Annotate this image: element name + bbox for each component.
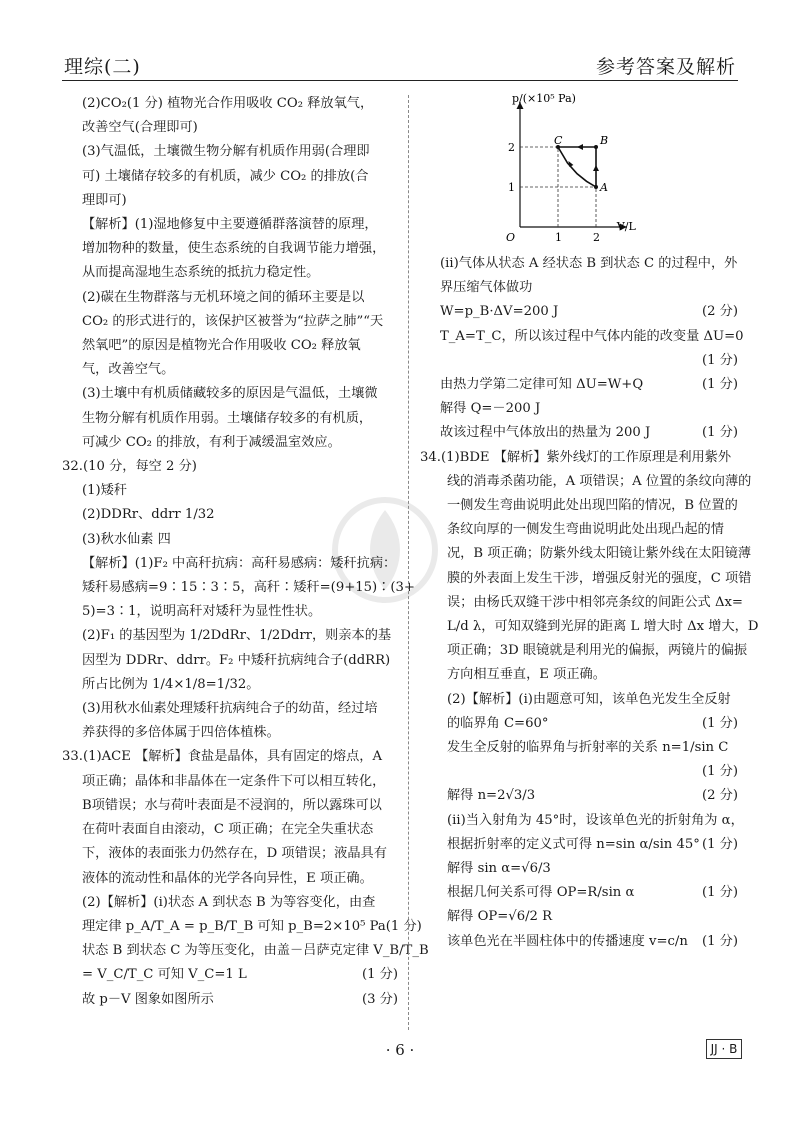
arrow-ca bbox=[568, 161, 573, 167]
line-text: 5)=3∶1，说明高秆对矮秆为显性性状。 bbox=[82, 604, 322, 620]
text-line bbox=[62, 794, 398, 818]
line-text: 一侧发生弯曲说明此处出现凹陷的情况，B 位置的 bbox=[447, 498, 738, 514]
text-line bbox=[62, 576, 415, 600]
line-text: (2)【解析】(ⅰ)由题意可知，该单色光发生全反射 bbox=[447, 691, 731, 707]
line-text: 增加物种的数量，使生态系统的自我调节能力增强， bbox=[82, 241, 386, 257]
line-text: (2)CO₂(1 分) 植物光合作用吸收 CO₂ 释放氧气， bbox=[82, 96, 374, 111]
line-text: 状态 B 到状态 C 为等压变化，由盖－吕萨克定律 V_B/T_B bbox=[82, 943, 429, 959]
line-text: 32.(10 分，每空 2 分) bbox=[62, 459, 197, 475]
line-text: = V_C/T_C 可知 V_C=1 L bbox=[82, 967, 247, 983]
text-line bbox=[420, 591, 743, 615]
line-text: 故该过程中气体放出的热量为 200 J bbox=[440, 425, 651, 441]
x-tick-label: 1 bbox=[555, 231, 562, 244]
pv-diagram bbox=[480, 92, 680, 252]
text-line bbox=[62, 649, 398, 673]
text-line bbox=[420, 905, 738, 929]
line-text: 从而提高湿地生态系统的抵抗力稳定性。 bbox=[82, 265, 320, 281]
text-line bbox=[62, 624, 398, 648]
state-point bbox=[594, 185, 598, 189]
line-text: 解得 n=2√3/3 bbox=[447, 788, 536, 804]
page-number: · 6 · bbox=[385, 1041, 415, 1059]
score-label: (3 分) bbox=[361, 991, 398, 1007]
text-line bbox=[62, 988, 398, 1012]
point-label: B bbox=[600, 134, 609, 147]
text-line bbox=[62, 92, 398, 116]
score-label: (1 分) bbox=[385, 918, 422, 934]
line-text: 误；由杨氏双缝干涉中相邻亮条纹的间距公式 Δx= bbox=[447, 594, 743, 610]
line-text: 根据折射率的定义式可得 n=sin α/sin 45° bbox=[447, 836, 700, 852]
line-text: 故 p－V 图象如图所示 bbox=[82, 991, 214, 1007]
line-text: (2)【解析】(ⅰ)状态 A 到状态 B 为等容变化，由查 bbox=[82, 894, 376, 910]
line-text: 因型为 DDRr、ddrr。F₂ 中矮秆抗病纯合子(ddRR) bbox=[82, 652, 391, 668]
line-text: (3)秋水仙素 四 bbox=[82, 531, 171, 547]
line-text: 理即可) bbox=[82, 192, 127, 208]
line-text: (3)用秋水仙素处理矮秆抗病纯合子的幼苗，经过培 bbox=[82, 701, 378, 717]
series-path bbox=[558, 147, 596, 187]
line-text: 改善空气(合理即可) bbox=[82, 120, 198, 136]
text-line bbox=[420, 518, 738, 542]
text-line bbox=[62, 503, 398, 527]
text-line bbox=[62, 552, 398, 576]
score-label: (2 分) bbox=[701, 304, 738, 320]
text-line bbox=[420, 688, 738, 712]
line-text: B项错误；水与荷叶表面是不浸润的，所以露珠可以 bbox=[82, 797, 382, 813]
line-text: W=p_B·ΔV=200 J bbox=[440, 304, 559, 320]
text-line bbox=[62, 237, 398, 261]
text-line bbox=[62, 165, 398, 189]
text-line bbox=[62, 431, 398, 455]
score-label: (1 分) bbox=[701, 352, 738, 368]
arrow-ab bbox=[593, 165, 599, 171]
line-text: (2)F₁ 的基因型为 1/2DdRr、1/2Ddrr，则亲本的基 bbox=[82, 628, 392, 644]
line-text: 况，B 项正确；防紫外线太阳镜让紫外线在太阳镜薄 bbox=[447, 546, 752, 562]
line-text: 液体的流动性和晶体的光学各向异性，E 项正确。 bbox=[82, 870, 373, 886]
line-text: (3)气温低，土壤微生物分解有机质作用弱(合理即 bbox=[82, 144, 370, 160]
text-line bbox=[62, 891, 398, 915]
line-text: 矮秆易感病=9∶15∶3∶5，高秆∶矮秆=(9+15)∶(3+ bbox=[82, 580, 415, 596]
line-text: 生物分解有机质作用弱。土壤储存较多的有机质， bbox=[82, 410, 373, 426]
text-line bbox=[62, 407, 398, 431]
text-line bbox=[62, 140, 398, 164]
line-text: 根据几何关系可得 OP=R/sin α bbox=[447, 885, 635, 901]
text-line bbox=[62, 697, 398, 721]
point-label: A bbox=[600, 181, 608, 194]
line-text: 【解析】(1)F₂ 中高秆抗病：高秆易感病：矮秆抗病： bbox=[82, 555, 397, 571]
text-line bbox=[420, 663, 738, 687]
text-line bbox=[62, 673, 398, 697]
line-text: (2)DDRr、ddrr 1/32 bbox=[82, 507, 215, 523]
text-line bbox=[420, 325, 744, 349]
text-line bbox=[420, 276, 738, 300]
line-text: (3)土壤中有机质储藏较多的原因是气温低，土壤微 bbox=[82, 386, 378, 402]
text-line bbox=[420, 857, 738, 881]
line-text: 项正确；晶体和非晶体在一定条件下可以相互转化， bbox=[82, 773, 386, 789]
text-line bbox=[420, 349, 738, 373]
line-text: (ⅱ)当入射角为 45°时，设该单色光的折射角为 α， bbox=[447, 812, 744, 828]
text-line bbox=[62, 189, 398, 213]
score-label: (1 分) bbox=[701, 715, 738, 731]
text-line bbox=[420, 881, 738, 905]
arrow-bc bbox=[577, 144, 583, 150]
text-line bbox=[62, 915, 422, 939]
right-column bbox=[420, 92, 759, 954]
line-text: 解得 OP=√6/2 R bbox=[447, 909, 553, 925]
text-line bbox=[420, 373, 738, 397]
y-tick-label: 2 bbox=[508, 141, 515, 154]
text-line bbox=[62, 334, 398, 358]
text-line bbox=[62, 358, 398, 382]
text-line bbox=[62, 116, 398, 140]
text-line bbox=[62, 286, 398, 310]
score-label: (1 分) bbox=[701, 836, 738, 852]
line-text: 所占比例为 1/4×1/8=1/32。 bbox=[82, 676, 260, 692]
line-text: 34.(1)BDE 【解析】紫外线灯的工作原理是利用紫外 bbox=[420, 449, 732, 465]
point-label: C bbox=[554, 134, 563, 147]
text-line bbox=[420, 712, 738, 736]
line-text: 界压缩气体做功 bbox=[440, 280, 533, 296]
state-point bbox=[594, 145, 598, 149]
subject-title: 理综(二) bbox=[64, 56, 141, 78]
text-line bbox=[62, 479, 398, 503]
score-label: (1 分) bbox=[361, 967, 398, 983]
score-label: (2 分) bbox=[701, 788, 738, 804]
text-line bbox=[62, 818, 398, 842]
text-line bbox=[62, 455, 398, 479]
page-header bbox=[62, 52, 738, 80]
y-tick-label: 1 bbox=[508, 181, 515, 194]
score-label: (1 分) bbox=[701, 885, 738, 901]
line-text: 【解析】(1)湿地修复中主要遵循群落演替的原理， bbox=[82, 217, 378, 233]
text-line bbox=[62, 867, 398, 891]
text-line bbox=[420, 615, 759, 639]
score-label: (1 分) bbox=[701, 764, 738, 780]
line-text: L/d λ，可知双缝到光屏的距离 L 增大时 Δx 增大，D bbox=[447, 619, 759, 635]
line-text: 方向相互垂直，E 项正确。 bbox=[447, 667, 606, 683]
line-text: 线的消毒杀菌功能，A 项错误；A 位置的条纹向薄的 bbox=[447, 473, 752, 489]
text-line bbox=[420, 252, 738, 276]
line-text: 理定律 p_A/T_A = p_B/T_B 可知 p_B=2×10⁵ Pa bbox=[82, 918, 386, 934]
line-text: 条纹向厚的一侧发生弯曲说明此处出现凸起的情 bbox=[447, 522, 724, 538]
text-line bbox=[62, 213, 398, 237]
text-line bbox=[420, 494, 738, 518]
text-line bbox=[420, 397, 738, 421]
line-text: 33.(1)ACE 【解析】食盐是晶体，具有固定的熔点，A bbox=[62, 749, 382, 765]
text-line bbox=[62, 528, 398, 552]
line-text: 然氧吧”的原因是植物光合作用吸收 CO₂ 释放氧 bbox=[82, 338, 361, 354]
score-label: (1 分) bbox=[701, 377, 738, 393]
text-line bbox=[62, 310, 398, 334]
text-line bbox=[420, 833, 738, 857]
line-text: T_A=T_C，所以该过程中气体内能的改变量 ΔU=0 bbox=[440, 328, 744, 344]
text-line bbox=[420, 930, 738, 954]
text-line bbox=[420, 784, 738, 808]
line-text: 项正确；3D 眼镜就是利用光的偏振，两镜片的偏振 bbox=[447, 643, 748, 659]
column-divider bbox=[408, 95, 409, 1030]
line-text: 养获得的多倍体属于四倍体植株。 bbox=[82, 725, 280, 741]
text-line bbox=[420, 736, 738, 760]
line-text: 解得 Q=－200 J bbox=[440, 401, 541, 417]
text-line bbox=[420, 809, 744, 833]
text-line bbox=[420, 446, 738, 470]
line-text: 气，改善空气。 bbox=[82, 362, 175, 378]
line-text: (1)矮秆 bbox=[82, 483, 128, 499]
paper-code: JJ · B bbox=[706, 1039, 742, 1059]
score-label: (1 分) bbox=[701, 425, 738, 441]
line-text: 可减少 CO₂ 的排放，有利于减缓温室效应。 bbox=[82, 434, 341, 450]
line-text: 膜的外表面上发生干涉，增强反射光的强度，C 项错 bbox=[447, 570, 752, 586]
line-text: 可) 土壤储存较多的有机质，减少 CO₂ 的排放(合 bbox=[82, 168, 369, 184]
line-text: 在荷叶表面自由滚动，C 项正确；在完全失重状态 bbox=[82, 822, 374, 838]
y-axis-label: p/(×10⁵ Pa) bbox=[512, 92, 576, 105]
text-line bbox=[420, 567, 752, 591]
line-text: 该单色光在半圆柱体中的传播速度 v=c/n bbox=[447, 933, 688, 949]
text-line bbox=[420, 421, 738, 445]
x-tick-label: 2 bbox=[593, 231, 600, 244]
line-text: 下，液体的表面张力仍然存在，D 项错误；液晶具有 bbox=[82, 846, 387, 862]
text-line bbox=[62, 721, 398, 745]
text-line bbox=[62, 745, 398, 769]
text-line bbox=[420, 542, 752, 566]
text-line bbox=[62, 382, 398, 406]
header-rule bbox=[62, 80, 738, 81]
text-line bbox=[62, 939, 429, 963]
left-column bbox=[62, 92, 429, 1012]
text-line bbox=[62, 770, 398, 794]
score-label: (1 分) bbox=[701, 933, 738, 949]
origin-label: O bbox=[506, 231, 516, 244]
text-line bbox=[420, 470, 752, 494]
text-line bbox=[62, 261, 398, 285]
line-text: CO₂ 的形式进行的，该保护区被誉为“拉萨之肺”“天 bbox=[82, 313, 384, 329]
text-line bbox=[62, 963, 398, 987]
text-line bbox=[420, 639, 748, 663]
section-title: 参考答案及解析 bbox=[595, 56, 736, 78]
text-line bbox=[420, 300, 738, 324]
line-text: 的临界角 C=60° bbox=[447, 715, 549, 731]
line-text: 解得 sin α=√6/3 bbox=[447, 861, 551, 877]
text-line bbox=[62, 842, 398, 866]
line-text: 发生全反射的临界角与折射率的关系 n=1/sin C bbox=[447, 740, 729, 756]
line-text: (ⅱ)气体从状态 A 经状态 B 到状态 C 的过程中，外 bbox=[440, 256, 738, 271]
line-text: (2)碳在生物群落与无机环境之间的循环主要是以 bbox=[82, 289, 365, 305]
text-line bbox=[62, 600, 398, 624]
right-column-text bbox=[420, 252, 759, 954]
line-text: 由热力学第二定律可知 ΔU=W+Q bbox=[440, 377, 644, 393]
x-axis-label: V/L bbox=[616, 220, 636, 233]
text-line bbox=[420, 760, 738, 784]
